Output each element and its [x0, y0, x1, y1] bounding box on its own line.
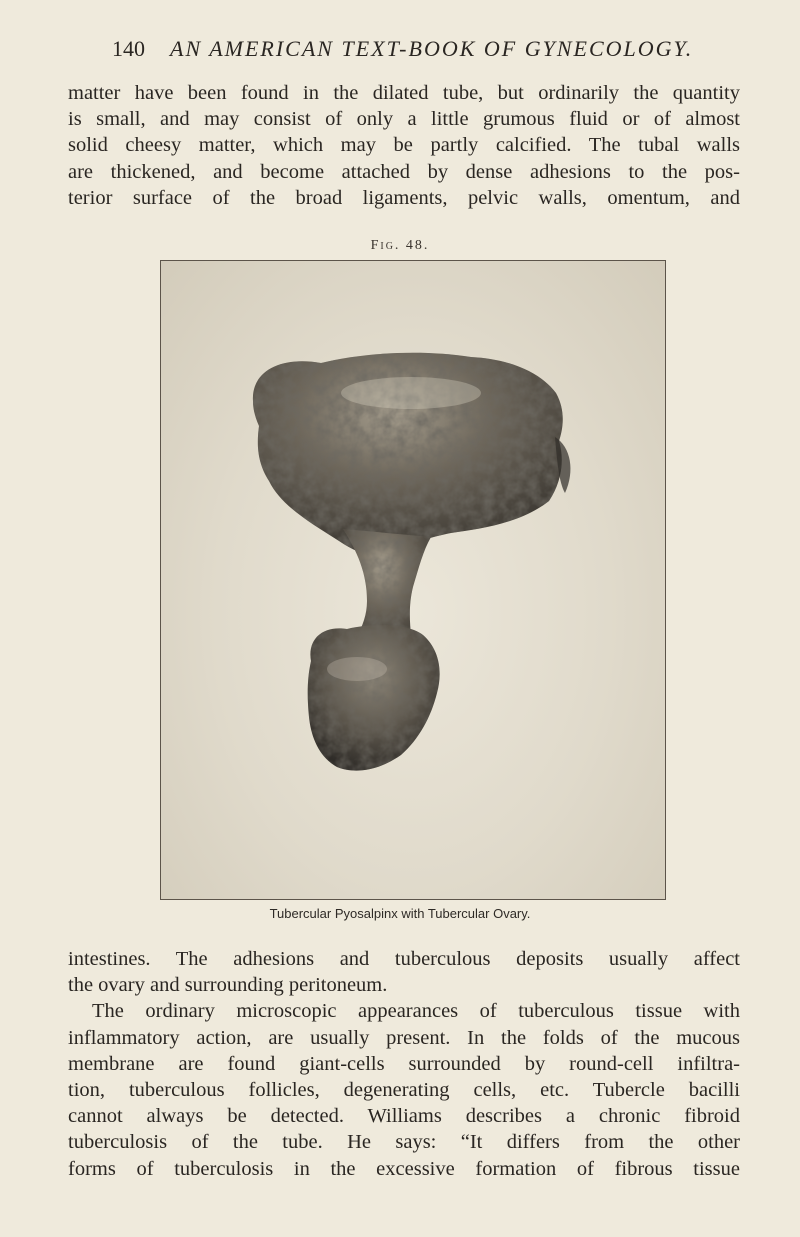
running-head — [112, 36, 752, 66]
figure-plate — [160, 260, 666, 900]
text-line: are thickened, and become attached by dense adhesions to the pos- — [68, 160, 740, 183]
text-line: The ordinary microscopic appearances of tuberculous tissue with — [92, 1000, 740, 1023]
text-line: matter have been found in the dilated tube, but ordinarily the quantity — [68, 82, 740, 104]
text-line: solid cheesy matter, which may be partly calcified. The tubal walls — [68, 134, 740, 157]
body-text-top — [68, 80, 740, 211]
figure-label: Fig. 48. — [370, 238, 430, 253]
text-line: cannot always be detected. Williams describes a chronic fibroid — [68, 1105, 740, 1128]
text-line: tion, tuberculous follicles, degenerating cells, etc. Tubercle bacilli — [68, 1079, 740, 1102]
specimen-illustration — [161, 261, 664, 898]
figure-caption: Tubercular Pyosalpinx with Tubercular Ovary. — [269, 906, 531, 921]
text-line: terior surface of the broad ligaments, pelvic walls, omentum, and — [68, 186, 740, 209]
text-line: is small, and may consist of only a little grumous fluid or of almost — [68, 108, 740, 131]
body-text-bottom — [68, 946, 740, 1182]
text-line: the ovary and surrounding peritoneum. — [68, 974, 388, 997]
text-line: forms of tuberculosis in the excessive formation of fibrous tissue — [68, 1157, 740, 1180]
text-line: intestines. The adhesions and tuberculous deposits usually affect — [68, 948, 740, 970]
page-number: 140 — [112, 36, 145, 61]
running-title: AN AMERICAN TEXT-BOOK OF GYNECOLOGY. — [170, 36, 694, 61]
text-line: tuberculosis of the tube. He says: “It differs from the other — [68, 1131, 740, 1154]
text-line: membrane are found giant-cells surrounded by round-cell infiltra- — [68, 1052, 740, 1075]
text-line: inflammatory action, are usually present. In the folds of the mucous — [68, 1026, 740, 1049]
